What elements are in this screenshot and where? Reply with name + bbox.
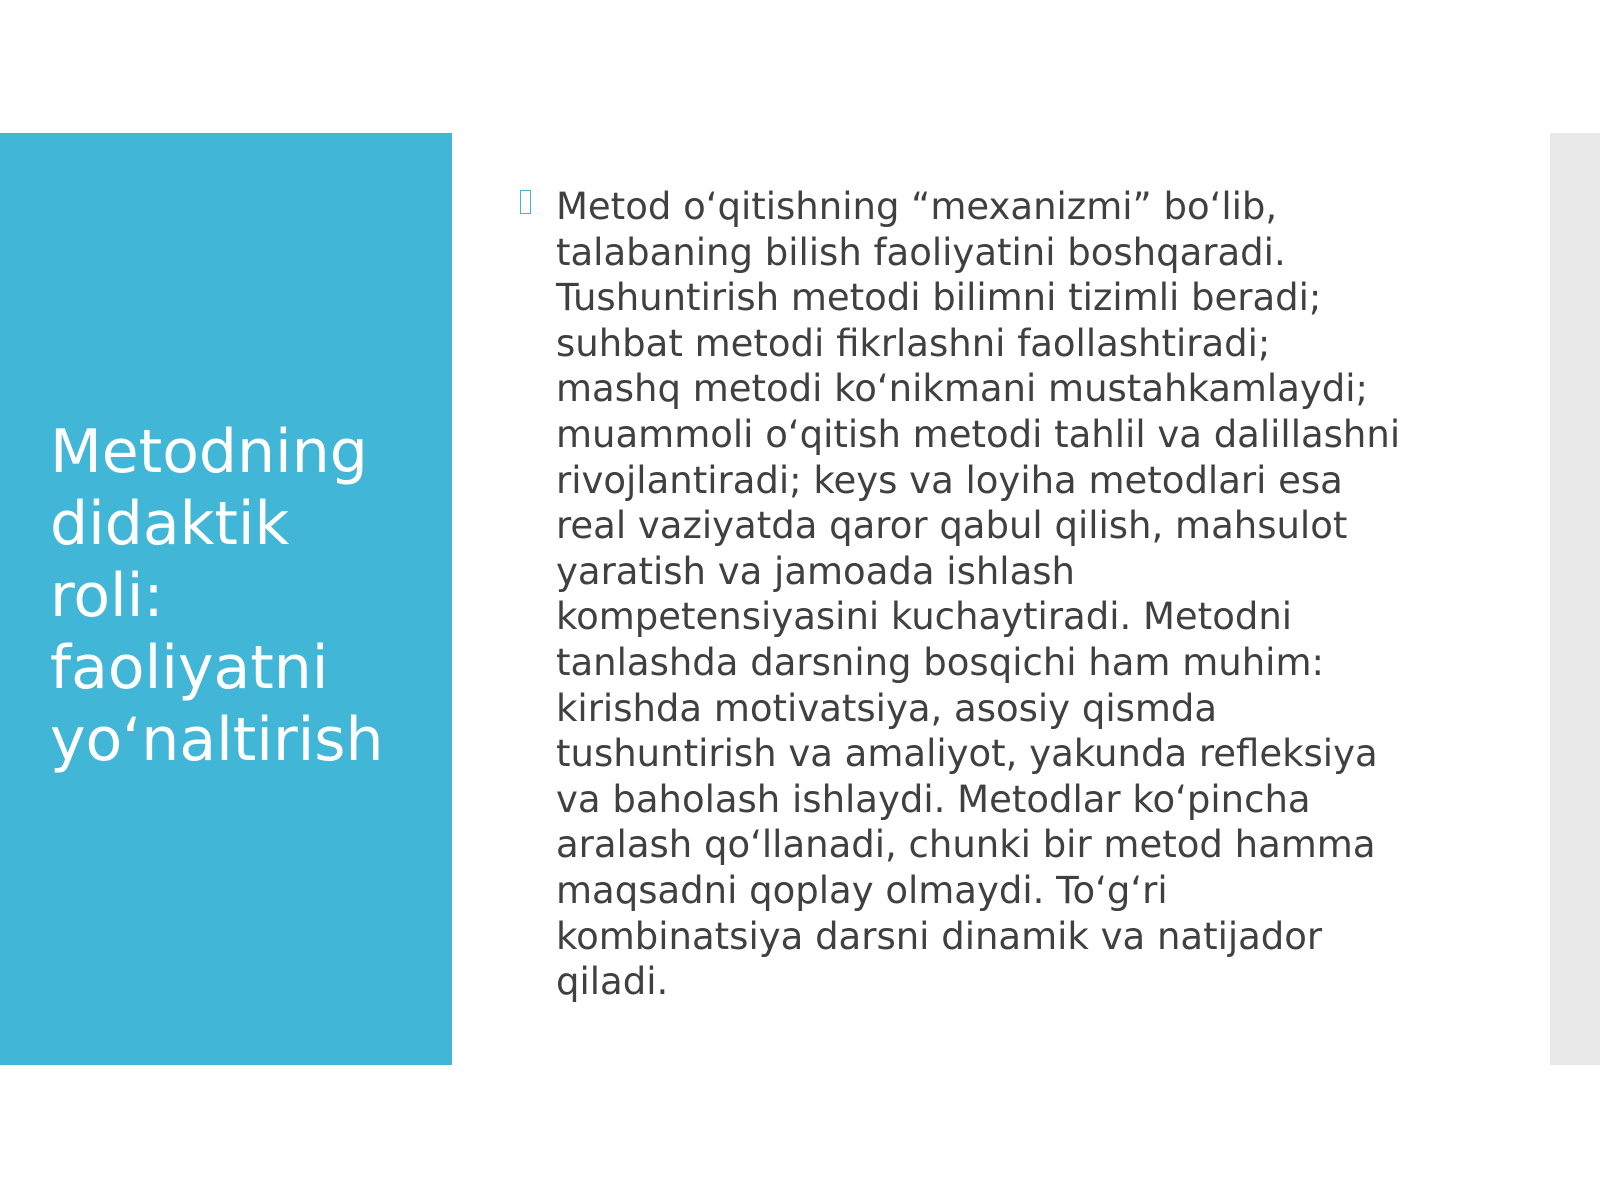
text-line: muammoli o‘qitish metodi tahlil va dalillashni [556, 412, 1401, 456]
text-line: tanlashda darsning bosqichi ham muhim: [556, 640, 1324, 684]
content-area [520, 184, 1460, 1005]
title-line: roli: [50, 561, 164, 631]
text-line: suhbat metodi fikrlashni faollashtiradi; [556, 321, 1271, 365]
text-line: yaratish va jamoada ishlash [556, 549, 1075, 593]
title-line: Metodning [50, 417, 368, 487]
text-line: talabaning bilish faoliyatini boshqaradi. [556, 230, 1286, 274]
text-line: aralash qo‘llanadi, chunki bir metod hamma [556, 823, 1376, 867]
bullet-item [520, 184, 1460, 1005]
text-line: tushuntirish va amaliyot, yakunda refleksiya [556, 732, 1378, 776]
text-line: maqsadni qoplay olmaydi. To‘g‘ri [556, 868, 1168, 912]
text-line: rivojlantiradi; keys va loyiha metodlari esa [556, 458, 1343, 502]
text-line: va baholash ishlaydi. Metodlar ko‘pincha [556, 777, 1311, 821]
text-line: Metod o‘qitishning “mexanizmi” bo‘lib, [556, 185, 1278, 228]
bullet-text [556, 184, 1460, 1005]
right-decor-strip [1550, 133, 1600, 1065]
text-line: qiladi. [556, 960, 669, 1004]
text-line: Tushuntirish metodi bilimni tizimli beradi; [556, 276, 1322, 320]
square-bullet-icon [520, 190, 531, 214]
title-line: yo‘naltirish [50, 705, 384, 775]
title-line: faoliyatni [50, 633, 329, 703]
text-line: kombinatsiya darsni dinamik va natijador [556, 914, 1323, 958]
title-line: didaktik [50, 489, 290, 559]
text-line: kirishda motivatsiya, asosiy qismda [556, 686, 1218, 730]
slide-title [50, 416, 440, 776]
text-line: real vaziyatda qaror qabul qilish, mahsulot [556, 504, 1348, 548]
text-line: mashq metodi ko‘nikmani mustahkamlaydi; [556, 367, 1369, 411]
text-line: kompetensiyasini kuchaytiradi. Metodni [556, 595, 1293, 639]
